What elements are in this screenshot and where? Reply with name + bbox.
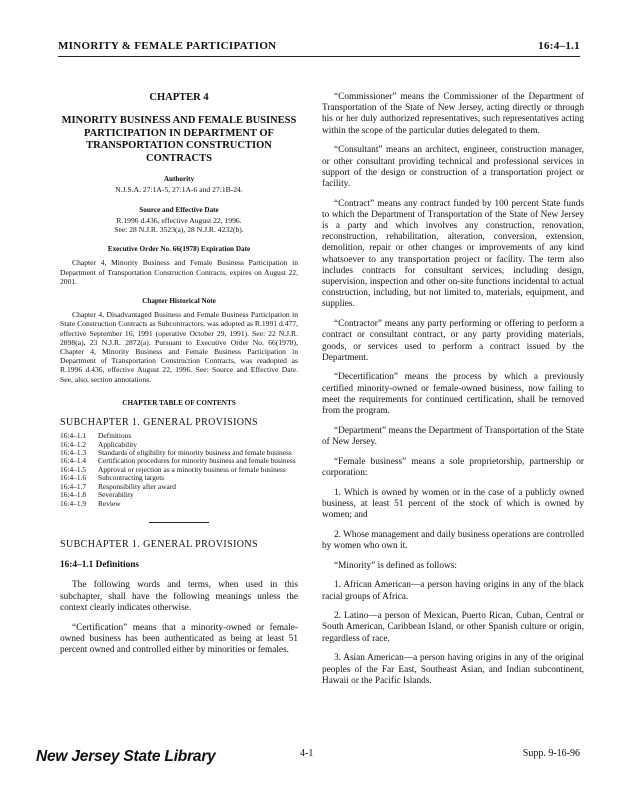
chapter-number: CHAPTER 4: [149, 92, 209, 103]
definitions-intro: The following words and terms, when used in this subchapter, shall have the following meanings unless the context clearly indicates otherwise.: [60, 580, 298, 613]
chapter-title: MINORITY BUSINESS AND FEMALE BUSINESS PARTICIPATION IN DEPARTMENT OF TRANSPORTATION CONSTRUCTION CONTRACTS: [61, 115, 297, 164]
toc-number: 16:4–1.4: [60, 456, 87, 466]
toc-number: 16:4–1.6: [60, 473, 87, 483]
authority-heading: Authority: [163, 175, 195, 184]
toc-link[interactable]: Standards of eligibility for minority business and female business: [98, 448, 292, 458]
definition-decertification: “Decertification” means the process by which a previously certified minority-owned or female-owned business, now failing to meet the requirements for continued certification, shall be removed from the program.: [322, 372, 584, 417]
supplement-date: Supp. 9-16-96: [522, 748, 580, 759]
toc-link[interactable]: Definitions: [98, 431, 132, 441]
toc-number: 16:4–1.3: [60, 448, 87, 458]
right-column: [322, 92, 584, 687]
definition-consultant: “Consultant” means an architect, engineer, construction manager, or other consultant providing technical and professional services in support of the design or construction of a transportation project or facility.: [322, 145, 584, 189]
definition-contract: “Contract” means any contract funded by 100 percent State funds to which the Department of Transportation of the State of New Jersey is a party and which involves any construction, renovation, reconstruction, rehabilitation, alteration, conversion, extension, demolition, repair or other changes or improvements of any kind whatsoever to any transportation project or facility. The term also includes contracts for consultant services, including design, supervision, inspection and other on-site functions incidental to actual construction, including, but not limited to, materials, equipment, and supplies.: [322, 198, 584, 310]
toc-heading: CHAPTER TABLE OF CONTENTS: [122, 398, 236, 407]
toc-number: 16:4–1.8: [60, 490, 87, 500]
section-heading: 16:4–1.1 Definitions: [60, 560, 140, 571]
female-business-item-1: 1. Which is owned by women or in the case of a publicly owned business, at least 51 percent of the stock of which is owned by women; and: [322, 487, 584, 520]
table-of-contents: [60, 432, 298, 508]
header-title: MINORITY & FEMALE PARTICIPATION: [58, 40, 277, 52]
toc-link[interactable]: Severability: [98, 490, 134, 500]
executive-order-text: Chapter 4, Minority Business and Female Business Participation in Department of Transportation Construction Contracts, expires on August 22, 2001.: [60, 258, 298, 286]
toc-link[interactable]: Review: [98, 498, 121, 508]
toc-number: 16:4–1.9: [60, 498, 87, 508]
toc-number: 16:4–1.7: [60, 481, 87, 491]
toc-number: 16:4–1.5: [60, 464, 87, 474]
source-line-2: See: 28 N.J.R. 3523(a), 28 N.J.R. 4232(b).: [114, 225, 244, 235]
toc-link[interactable]: Applicability: [98, 439, 137, 449]
authority-text: N.J.S.A. 27:1A-5, 27:1A-6 and 27:1B-24.: [115, 185, 243, 195]
toc-link[interactable]: Subcontracting targets: [98, 473, 165, 483]
definition-department: “Department” means the Department of Transportation of the State of New Jersey.: [322, 425, 584, 447]
definition-female-business: “Female business” means a sole proprietorship, partnership or corporation:: [322, 456, 584, 478]
toc-link[interactable]: Certification procedures for minority business and female business: [98, 456, 296, 466]
section-divider: [149, 522, 209, 523]
definition-commissioner: “Commissioner” means the Commissioner of the Department of Transportation of the State of New Jersey, acting directly or through his or her duly authorized representatives, such representatives acting within the scope of the particular duties delegated to them.: [322, 92, 584, 136]
toc-link[interactable]: Responsibility after award: [98, 481, 176, 491]
definition-certification: “Certification” means that a minority-owned or female-owned business has been authenticated as being at least 51 percent owned and controlled either by minorities or females.: [60, 622, 298, 656]
page-number: 4-1: [300, 748, 314, 759]
historical-note-heading: Chapter Historical Note: [142, 297, 216, 306]
subchapter-heading: SUBCHAPTER 1. GENERAL PROVISIONS: [60, 538, 259, 550]
header-section-number: 16:4–1.1: [538, 40, 580, 52]
left-column: [60, 92, 298, 657]
minority-item-3: 3. Asian American—a person having origins in any of the original peoples of the Far East, Southeast Asian, and Indian subcontinent, Hawaii or the Pacific Islands.: [322, 653, 584, 686]
historical-note-text: Chapter 4, Disadvantaged Business and Female Business Participation in State Construction Contracts as Subcontractors, was adopted as R.1991 d.477, effective September 16, 1991 (operative October 29, 1991). See: 22 N.J.R. 2898(a), 23 N.J.R. 2872(a). Pursuant to Executive Order No. 66(1978), Chapter 4, Minority Business and Female Business Participation in Department of Transportation Construction Contracts, was readopted as R.1996 d.436, effective August 22, 1996. See: Source and Effective Date. See, also, section annotations.: [60, 310, 298, 384]
source-line-1: R.1996 d.436, effective August 22, 1996.: [116, 215, 242, 225]
library-logo: New Jersey State Library: [36, 748, 216, 765]
toc-link[interactable]: Approval or rejection as a minority business or female business: [98, 464, 286, 474]
definition-contractor: “Contractor” means any party performing or offering to perform a contract or consultant contract, or any party providing materials, goods, or services used to perform a contract issued by the Department.: [322, 319, 584, 363]
toc-number: 16:4–1.2: [60, 439, 87, 449]
toc-subchapter: SUBCHAPTER 1. GENERAL PROVISIONS: [60, 417, 259, 429]
source-heading: Source and Effective Date: [139, 205, 219, 214]
toc-number: 16:4–1.1: [60, 431, 87, 441]
minority-item-2: 2. Latino—a person of Mexican, Puerto Rican, Cuban, Central or South American, Caribbean Island, or other Spanish culture or origin, regardless of race.: [322, 611, 584, 644]
executive-order-heading: Executive Order No. 66(1978) Expiration Date: [107, 245, 251, 254]
female-business-item-2: 2. Whose management and daily business operations are controlled by women who own it.: [322, 529, 584, 551]
minority-item-1: 1. African American—a person having origins in any of the black racial groups of Africa.: [322, 580, 584, 602]
running-header: [58, 40, 580, 57]
definition-minority: “Minority” is defined as follows:: [334, 560, 457, 571]
